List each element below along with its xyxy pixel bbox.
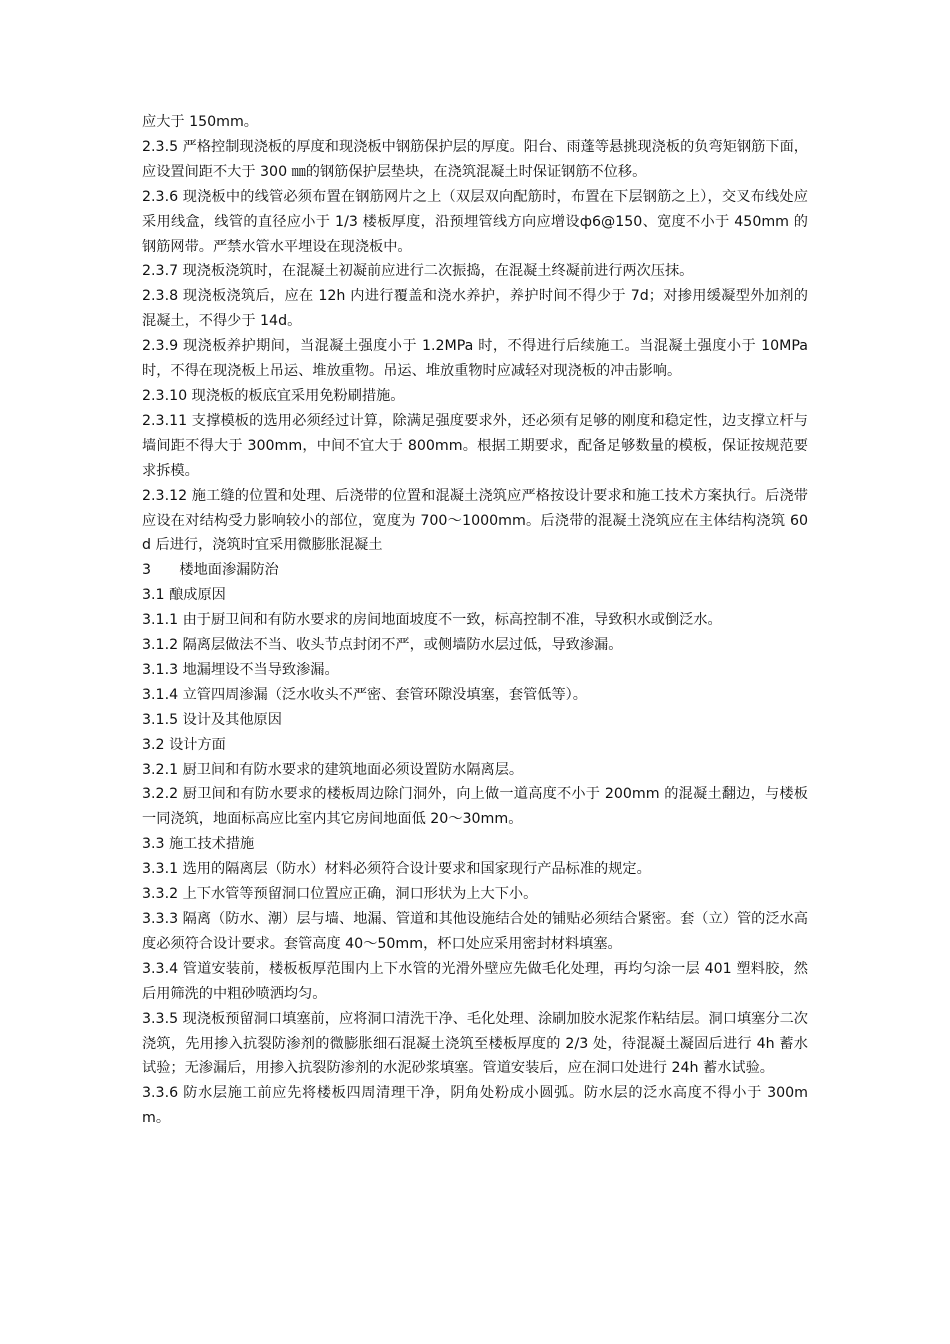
paragraph-3-3-6: 3.3.6 防水层施工前应先将楼板四周清理干净，阴角处粉成小圆弧。防水层的泛水高度不得小于 300mm。 bbox=[142, 1085, 808, 1127]
paragraph-2-3-7: 2.3.7 现浇板浇筑时，在混凝土初凝前应进行二次振捣，在混凝土终凝前进行两次压抹。 bbox=[142, 263, 694, 280]
paragraph-3-1-1: 3.1.1 由于厨卫间和有防水要求的房间地面坡度不一致，标高控制不准，导致积水或倒泛水。 bbox=[142, 612, 722, 629]
paragraph-2-3-11: 2.3.11 支撑模板的选用必须经过计算，除满足强度要求外，还必须有足够的刚度和稳定性，边支撑立杆与墙间距不得大于 300mm，中间不宜大于 800mm。根据工期要求，配备足够数量的模板，保证按规范要求拆模。 bbox=[142, 412, 808, 479]
paragraph-2-3-9: 2.3.9 现浇板养护期间，当混凝土强度小于 1.2MPa 时，不得进行后续施工。当混凝土强度小于 10MPa 时，不得在现浇板上吊运、堆放重物。吊运、堆放重物时应减轻对现浇板的冲击影响。 bbox=[142, 338, 808, 380]
paragraph-2-3-10: 2.3.10 现浇板的板底宜采用免粉刷措施。 bbox=[142, 387, 405, 404]
document-body bbox=[142, 110, 808, 1131]
subsection-heading-3-2: 3.2 设计方面 bbox=[142, 736, 226, 753]
paragraph-3-1-5: 3.1.5 设计及其他原因 bbox=[142, 711, 282, 728]
paragraph-2-3-5: 2.3.5 严格控制现浇板的厚度和现浇板中钢筋保护层的厚度。阳台、雨蓬等悬挑现浇板的负弯矩钢筋下面，应设置间距不大于 300 ㎜的钢筋保护层垫块，在浇筑混凝土时保证钢筋不位移。 bbox=[142, 138, 808, 180]
paragraph-2-3-12: 2.3.12 施工缝的位置和处理、后浇带的位置和混凝土浇筑应严格按设计要求和施工技术方案执行。后浇带应设在对结构受力影响较小的部位，宽度为 700～1000mm。后浇带的混凝土浇筑应在主体结构浇筑 60d 后进行，浇筑时宜采用微膨胀混凝土 bbox=[142, 487, 808, 554]
paragraph-2-3-8: 2.3.8 现浇板浇筑后，应在 12h 内进行覆盖和浇水养护，养护时间不得少于 7d；对掺用缓凝型外加剂的混凝土，不得少于 14d。 bbox=[142, 288, 808, 330]
paragraph-2-3-6: 2.3.6 现浇板中的线管必须布置在钢筋网片之上（双层双向配筋时，布置在下层钢筋之上），交叉布线处应采用线盒，线管的直径应小于 1/3 楼板厚度，沿预埋管线方向应增设ф6@150、宽度不小于 450mm 的钢筋网带。严禁水管水平埋设在现浇板中。 bbox=[142, 188, 808, 255]
paragraph-3-1-2: 3.1.2 隔离层做法不当、收头节点封闭不严，或侧墙防水层过低，导致渗漏。 bbox=[142, 637, 623, 654]
paragraph-3-3-2: 3.3.2 上下水管等预留洞口位置应正确，洞口形状为上大下小。 bbox=[142, 886, 538, 903]
paragraph-continuation: 应大于 150mm。 bbox=[142, 114, 258, 130]
paragraph-3-1-4: 3.1.4 立管四周渗漏（泛水收头不严密、套管环隙没填塞，套管低等）。 bbox=[142, 686, 587, 703]
paragraph-3-3-4: 3.3.4 管道安装前，楼板板厚范围内上下水管的光滑外壁应先做毛化处理，再均匀涂一层 401 塑料胶，然后用筛洗的中粗砂喷洒均匀。 bbox=[142, 960, 808, 1002]
subsection-heading-3-1: 3.1 酿成原因 bbox=[142, 587, 226, 604]
paragraph-3-3-1: 3.3.1 选用的隔离层（防水）材料必须符合设计要求和国家现行产品标准的规定。 bbox=[142, 861, 651, 878]
paragraph-3-3-5: 3.3.5 现浇板预留洞口填塞前，应将洞口清洗干净、毛化处理、涂刷加胶水泥浆作粘结层。洞口填塞分二次浇筑，先用掺入抗裂防渗剂的微膨胀细石混凝土浇筑至楼板厚度的 2/3 处，待混凝土凝固后进行 4h 蓄水试验；无渗漏后，用掺入抗裂防渗剂的水泥砂浆填塞。管道安装后，应在洞口处进行 24h 蓄水试验。 bbox=[142, 1010, 808, 1077]
paragraph-3-3-3: 3.3.3 隔离（防水、潮）层与墙、地漏、管道和其他设施结合处的铺贴必须结合紧密。套（立）管的泛水高度必须符合设计要求。套管高度 40～50mm，杯口处应采用密封材料填塞。 bbox=[142, 911, 808, 952]
section-heading-3: 3 楼地面渗漏防治 bbox=[142, 562, 279, 579]
paragraph-3-2-2: 3.2.2 厨卫间和有防水要求的楼板周边除门洞外，向上做一道高度不小于 200mm 的混凝土翻边，与楼板一同浇筑，地面标高应比室内其它房间地面低 20～30mm。 bbox=[142, 786, 808, 828]
paragraph-3-2-1: 3.2.1 厨卫间和有防水要求的建筑地面必须设置防水隔离层。 bbox=[142, 761, 524, 778]
subsection-heading-3-3: 3.3 施工技术措施 bbox=[142, 836, 255, 853]
paragraph-3-1-3: 3.1.3 地漏埋设不当导致渗漏。 bbox=[142, 661, 339, 678]
